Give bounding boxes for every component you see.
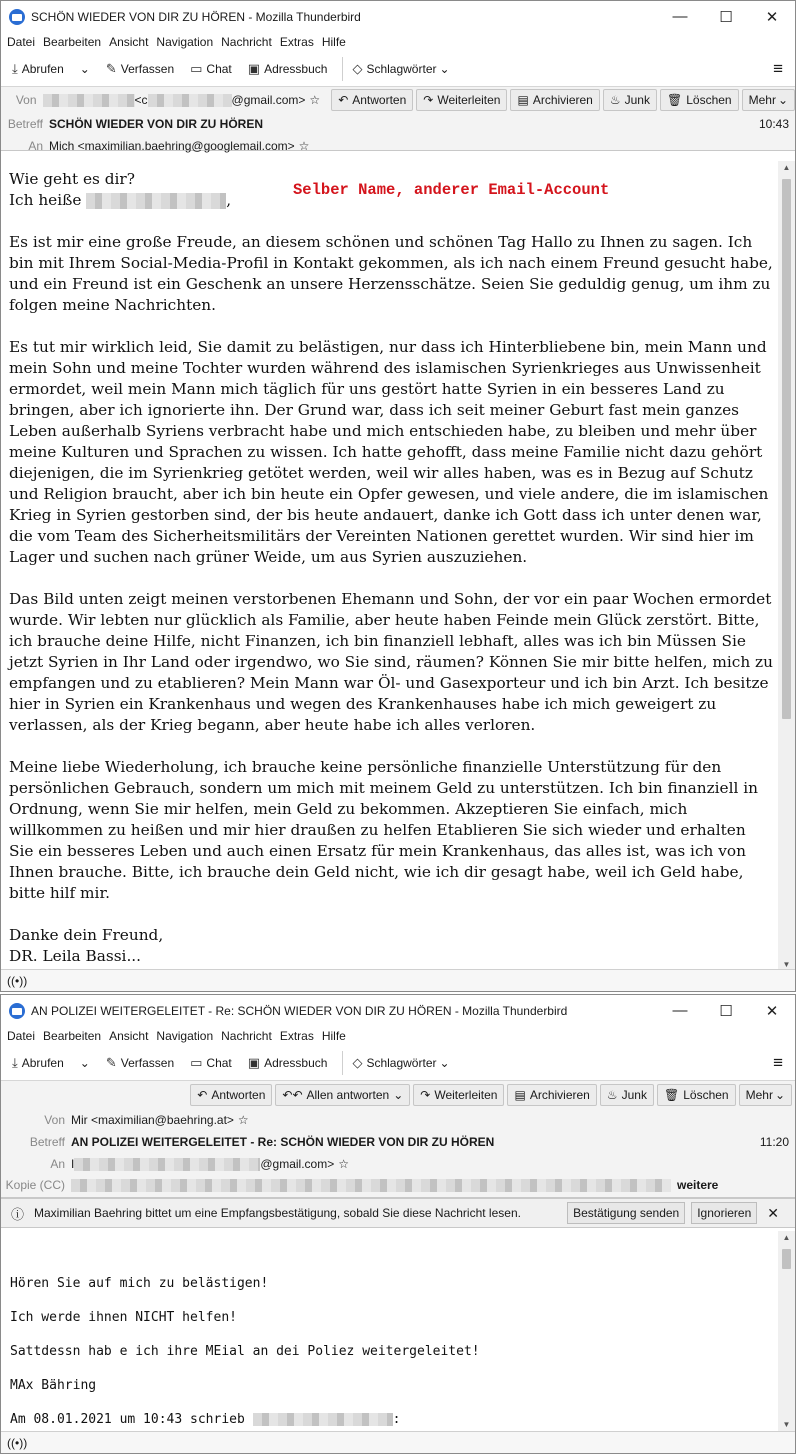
forward-label: Weiterleiten — [437, 93, 501, 107]
write-label: Verfassen — [120, 1056, 175, 1070]
forward-button[interactable] — [416, 89, 507, 111]
message-body — [1, 1275, 779, 1431]
chevron-down-icon: ⌄ — [439, 1056, 450, 1070]
subject-row — [1, 113, 795, 135]
reply-button[interactable] — [190, 1084, 272, 1106]
to-label: An — [50, 1157, 65, 1171]
from-label: Von — [15, 93, 37, 107]
chevron-down-icon: ⌄ — [79, 62, 90, 76]
reply-all-icon: ↶↶ — [282, 1088, 303, 1102]
pencil-icon: ✎ — [105, 1055, 117, 1070]
reply-icon: ↶ — [197, 1088, 208, 1102]
archive-label: Archivieren — [532, 93, 593, 107]
red-annotation: Selber Name, anderer Email-Account — [293, 181, 610, 199]
message-scrollbar[interactable] — [778, 1231, 795, 1431]
quote-header — [10, 1411, 779, 1428]
cc-label: Kopie (CC) — [5, 1178, 65, 1192]
pencil-icon: ✎ — [105, 61, 117, 76]
archive-button[interactable] — [507, 1084, 596, 1106]
title-bar — [1, 1, 795, 32]
from-row — [1, 1109, 795, 1131]
to-label: An — [28, 139, 43, 153]
star-icon[interactable]: ☆ — [309, 92, 321, 107]
tags-button[interactable] — [347, 56, 454, 82]
close-icon[interactable]: ✕ — [765, 1002, 779, 1020]
forward-label: Weiterleiten — [434, 1088, 498, 1102]
scroll-down-icon[interactable]: ▼ — [782, 960, 791, 969]
window-title: SCHÖN WIEDER VON DIR ZU HÖREN - Mozilla Thunderbird — [31, 9, 361, 24]
tags-label: Schlagwörter — [366, 1056, 437, 1070]
menu-help[interactable]: Hilfe — [321, 1029, 346, 1043]
more-label: Mehr — [745, 1088, 773, 1102]
trash-icon: 🗑 — [663, 1088, 680, 1102]
receipt-notification-bar — [1, 1198, 795, 1228]
forward-icon: ↷ — [423, 93, 434, 107]
maximize-icon[interactable]: ☐ — [719, 1002, 733, 1020]
main-toolbar — [1, 1046, 795, 1080]
trash-icon: 🗑 — [666, 93, 683, 107]
redacted-name — [43, 94, 135, 107]
subject-label: Betreff — [29, 1135, 65, 1149]
status-bar — [1, 1431, 795, 1453]
cc-value[interactable] — [71, 1178, 718, 1192]
notification-text: Maximilian Baehring bittet um eine Empfangsbestätigung, sobald Sie diese Nachricht lesen. — [34, 1206, 521, 1220]
minimize-icon[interactable]: — — [672, 1002, 688, 1019]
get-mail-dropdown[interactable] — [75, 56, 95, 82]
scrollbar-thumb[interactable] — [782, 179, 791, 719]
greeting-line-1: Wie geht es dir? — [9, 170, 135, 188]
get-mail-button[interactable] — [7, 56, 69, 82]
forward-button[interactable] — [413, 1084, 504, 1106]
close-icon[interactable]: ✕ — [767, 1204, 779, 1221]
chevron-down-icon: ⌄ — [79, 1056, 90, 1070]
menu-message[interactable]: Nachricht — [221, 1029, 272, 1043]
chevron-down-icon: ⌄ — [393, 1088, 404, 1102]
to-value[interactable] — [71, 1157, 349, 1171]
scrollbar-thumb[interactable] — [782, 1249, 791, 1269]
delete-label: Löschen — [683, 1088, 729, 1102]
redacted-sender — [253, 1413, 393, 1426]
star-icon[interactable]: ☆ — [237, 1113, 249, 1127]
to-row — [1, 135, 795, 157]
greeting-prefix: Ich heiße — [9, 191, 82, 209]
chat-label: Chat — [206, 62, 232, 76]
menu-extras[interactable]: Extras — [279, 35, 314, 49]
status-bar — [1, 969, 795, 991]
delete-label: Löschen — [686, 93, 732, 107]
menu-edit[interactable]: Bearbeiten — [43, 1029, 102, 1043]
online-status-icon[interactable]: ((•)) — [7, 1435, 28, 1450]
cc-row — [1, 1175, 795, 1195]
from-address: Mir <maximilian@baehring.at> — [71, 1113, 234, 1127]
more-button[interactable] — [742, 89, 795, 111]
menu-edit[interactable]: Bearbeiten — [43, 35, 102, 49]
tags-button[interactable] — [347, 1050, 454, 1076]
minimize-icon[interactable]: — — [672, 8, 688, 25]
greeting-suffix: , — [226, 191, 232, 209]
from-value[interactable] — [71, 1113, 249, 1127]
scroll-down-icon[interactable]: ▼ — [782, 1420, 791, 1429]
main-toolbar — [1, 52, 795, 86]
to-address: Mich <maximilian.baehring@googlemail.com> — [49, 139, 295, 153]
message-header — [1, 1080, 795, 1198]
menu-bar — [1, 1026, 795, 1046]
menu-view[interactable]: Ansicht — [109, 1029, 149, 1043]
flame-icon: ♨ — [609, 93, 621, 107]
address-book-button[interactable] — [243, 1050, 333, 1076]
maximize-icon[interactable]: ☐ — [719, 8, 733, 26]
menu-message[interactable]: Nachricht — [221, 35, 272, 49]
reply-label: Antworten — [211, 1088, 266, 1102]
write-button[interactable] — [101, 56, 179, 82]
from-row — [1, 87, 795, 113]
reply-icon: ↶ — [338, 93, 349, 107]
body-paragraph-4: Meine liebe Wiederholung, ich brauche keine persönliche finanzielle Unterstützung für den persönlichen Gebrauch, sondern um mich mit meinem Geld zu unterstützen. Ich bin finanziell in Ordnung, wenn Sie mir helfen, mein Geld zu bekommen. Akzeptieren Sie einfach, mich willkommen zu heißen und mir hier draußen zu helfen Etablieren Sie sich wieder und erhalten Sie ein besseres Leben und auch einen Ersatz für mein Krankenhaus, das alles ist, was ich von Ihnen brauche. Bitte, ich brauche dein Geld nicht, wie ich dir gesagt habe, weil ich Geld habe, bitte hilf mir. — [9, 758, 758, 902]
title-bar — [1, 995, 795, 1026]
message-time: 10:43 — [758, 117, 789, 131]
flame-icon: ♨ — [606, 1088, 618, 1102]
online-status-icon[interactable]: ((•)) — [7, 973, 28, 988]
write-button[interactable] — [101, 1050, 179, 1076]
archive-icon: ▤ — [517, 93, 529, 107]
get-mail-label: Abrufen — [21, 62, 64, 76]
from-value[interactable] — [43, 93, 321, 107]
chevron-down-icon: ⌄ — [439, 62, 450, 76]
archive-label: Archivieren — [529, 1088, 590, 1102]
subject-label: Betreff — [7, 117, 43, 131]
from-prefix: <c — [134, 92, 148, 107]
menu-file[interactable]: Datei — [7, 35, 36, 49]
download-icon: ⤓ — [12, 61, 18, 76]
thunderbird-icon — [9, 9, 25, 25]
body-line-1: Hören Sie auf mich zu belästigen! — [10, 1276, 269, 1291]
toolbar-separator — [342, 57, 343, 81]
scroll-up-icon[interactable]: ▲ — [782, 163, 791, 172]
body-line-3: Sattdessn hab e ich ihre MEial an dei Poliez weitergeleitet! — [10, 1344, 480, 1359]
redacted-cc-list — [71, 1179, 671, 1192]
junk-button[interactable] — [603, 89, 657, 111]
body-line-2: Ich werde ihnen NICHT helfen! — [10, 1310, 237, 1325]
cc-more-link[interactable]: weitere — [677, 1177, 719, 1192]
address-book-icon: ▣ — [247, 61, 261, 76]
chat-button[interactable] — [185, 1050, 237, 1076]
menu-navigation[interactable]: Navigation — [156, 1029, 214, 1043]
body-paragraph-1: Es ist mir eine große Freude, an diesem schönen und schönen Tag Hallo zu Ihnen zu sagen. Ich bin mit Ihrem Social-Media-Profil in Kontakt gekommen, als ich nach einem Freund gesucht habe, und ein Freund ist ein Geschenk an unsere Herzensschätze. Seien Sie geduldig genug, um ihm zu folgen meine Nachrichten. — [9, 233, 773, 314]
toolbar-separator — [342, 1051, 343, 1075]
from-suffix: @gmail.com> — [231, 92, 306, 107]
quote-prefix: Am 08.01.2021 um 10:43 schrieb — [10, 1412, 245, 1427]
chat-icon: ▭ — [190, 61, 203, 76]
get-mail-dropdown[interactable] — [75, 1050, 95, 1076]
closing-line: Danke dein Freund, — [9, 926, 164, 944]
to-row — [1, 1153, 795, 1175]
chevron-down-icon: ⌄ — [774, 1088, 785, 1102]
to-suffix: @gmail.com> — [260, 1156, 335, 1171]
app-menu-icon[interactable]: ≡ — [773, 59, 783, 78]
from-label: Von — [44, 1113, 65, 1127]
reply-all-button[interactable] — [275, 1084, 410, 1106]
subject-value: AN POLIZEI WEITERGELEITET - Re: SCHÖN WIEDER VON DIR ZU HÖREN — [71, 1135, 495, 1149]
subject-value: SCHÖN WIEDER VON DIR ZU HÖREN — [49, 117, 264, 131]
redacted-email — [74, 1158, 260, 1171]
chat-icon: ▭ — [190, 1055, 203, 1070]
archive-button[interactable] — [510, 89, 599, 111]
thunderbird-icon — [9, 1003, 25, 1019]
archive-icon: ▤ — [514, 1088, 526, 1102]
junk-label: Junk — [624, 93, 650, 107]
body-line-4: MAx Bähring — [10, 1378, 97, 1393]
message-header — [1, 86, 795, 151]
menu-file[interactable]: Datei — [7, 1029, 36, 1043]
star-icon[interactable]: ☆ — [298, 139, 310, 153]
forward-icon: ↷ — [420, 1088, 431, 1102]
menu-extras[interactable]: Extras — [279, 1029, 314, 1043]
chat-button[interactable] — [185, 56, 237, 82]
tags-label: Schlagwörter — [366, 62, 437, 76]
send-receipt-button[interactable]: Bestätigung senden — [567, 1202, 685, 1224]
signature-line: DR. Leila Bassi... — [9, 947, 142, 965]
scroll-up-icon[interactable]: ▲ — [782, 1233, 791, 1242]
body-paragraph-2: Es tut mir wirklich leid, Sie damit zu belästigen, nur dass ich Hinterbliebene bin, mein Mann und mein Sohn und meine Tochter wurden während des islamischen Syrienkrieges aus Unwissenheit ermordet, weil mein Mann mich täglich für uns gestört hatte Syrien in ein besseres Land zu bringen, aber ich ignorierte ihn. Der Grund war, dass ich seit meiner Geburt fast mein ganzes Leben außerhalb Syriens verbracht habe und mich entschieden habe, zu bleiben und mehr über meine Kulturen und Sprachen zu wissen. Ich hatte gehofft, dass meine Familie nicht dazu gehört diejenigen, die im Syrienkrieg getötet werden, weil wir alles haben, was es in Bezug auf Schutz und Religion braucht, aber ich bin heute ein Opfer gewesen, und viele andere, die im islamischen Krieg in Syrien gestorben sind, der bis heute andauert, danke ich Gott dass ich unter denen war, die vom Team des Sicherheitsmilitärs der Vereinten Nationen gerettet wurden. Wir sind hier im Lager und suchen nach grüner Weide, um aus Syrien auszuziehen. — [9, 338, 769, 566]
chat-label: Chat — [206, 1056, 232, 1070]
window-title: AN POLIZEI WEITERGELEITET - Re: SCHÖN WIEDER VON DIR ZU HÖREN - Mozilla Thunderbird — [31, 1003, 568, 1018]
menu-help[interactable]: Hilfe — [321, 35, 346, 49]
redacted-name — [86, 193, 226, 209]
chevron-down-icon: ⌄ — [777, 93, 788, 107]
junk-label: Junk — [621, 1088, 647, 1102]
delete-button[interactable] — [657, 1084, 736, 1106]
address-book-button[interactable] — [243, 56, 333, 82]
write-label: Verfassen — [120, 62, 175, 76]
message-body — [1, 161, 779, 971]
ignore-button[interactable]: Ignorieren — [691, 1202, 757, 1224]
download-icon: ⤓ — [12, 1055, 18, 1070]
tag-icon: ◇ — [352, 61, 363, 76]
more-button[interactable] — [739, 1084, 792, 1106]
address-book-label: Adressbuch — [264, 62, 328, 76]
to-prefix: I — [71, 1156, 75, 1171]
body-paragraph-3: Das Bild unten zeigt meinen verstorbenen Ehemann und Sohn, der vor ein paar Wochen ermordet wurde. Wir lebten nur glücklich als Familie, aber heute haben Feinde mein Glück zerstört. Bitte, ich brauche deine Hilfe, nicht Finanzen, ich bin finanziell lebhaft, alles was ich bin Müssen Sie jetzt Syrien in Ihr Land oder irgendwo, wo Sie sind, räumen? Können Sie mir bitte helfen, mich zu empfangen und zu etablieren? Mein Mann war Öl- und Gasexporteur und ich bin Arzt. Ich besitze hier in Syrien ein Krankenhaus und wegen des Krankenhauses habe ich mich geweigert zu verlassen, als der Krieg begann, aber heute habe ich alles verloren. — [9, 590, 773, 734]
action-row — [1, 1081, 795, 1109]
menu-bar — [1, 32, 795, 52]
reply-button[interactable] — [331, 89, 413, 111]
reply-label: Antworten — [352, 93, 407, 107]
get-mail-label: Abrufen — [21, 1056, 64, 1070]
menu-view[interactable]: Ansicht — [109, 35, 149, 49]
address-book-label: Adressbuch — [264, 1056, 328, 1070]
redacted-email — [148, 94, 232, 107]
more-label: Mehr — [748, 93, 776, 107]
star-icon[interactable]: ☆ — [338, 1156, 349, 1171]
menu-navigation[interactable]: Navigation — [156, 35, 214, 49]
subject-row — [1, 1131, 795, 1153]
app-menu-icon[interactable]: ≡ — [773, 1053, 783, 1072]
message-window-2 — [0, 994, 796, 1454]
reply-all-label: Allen antworten — [306, 1088, 390, 1102]
tag-icon: ◇ — [352, 1055, 363, 1070]
question-icon: ⓘ — [11, 1206, 25, 1222]
message-time: 11:20 — [759, 1135, 789, 1149]
junk-button[interactable] — [600, 1084, 654, 1106]
message-scrollbar[interactable] — [778, 161, 795, 971]
quote-suffix: : — [392, 1412, 401, 1427]
delete-button[interactable] — [660, 89, 739, 111]
address-book-icon: ▣ — [247, 1055, 261, 1070]
get-mail-button[interactable] — [7, 1050, 69, 1076]
close-icon[interactable]: ✕ — [765, 8, 779, 26]
to-value[interactable] — [49, 139, 309, 153]
